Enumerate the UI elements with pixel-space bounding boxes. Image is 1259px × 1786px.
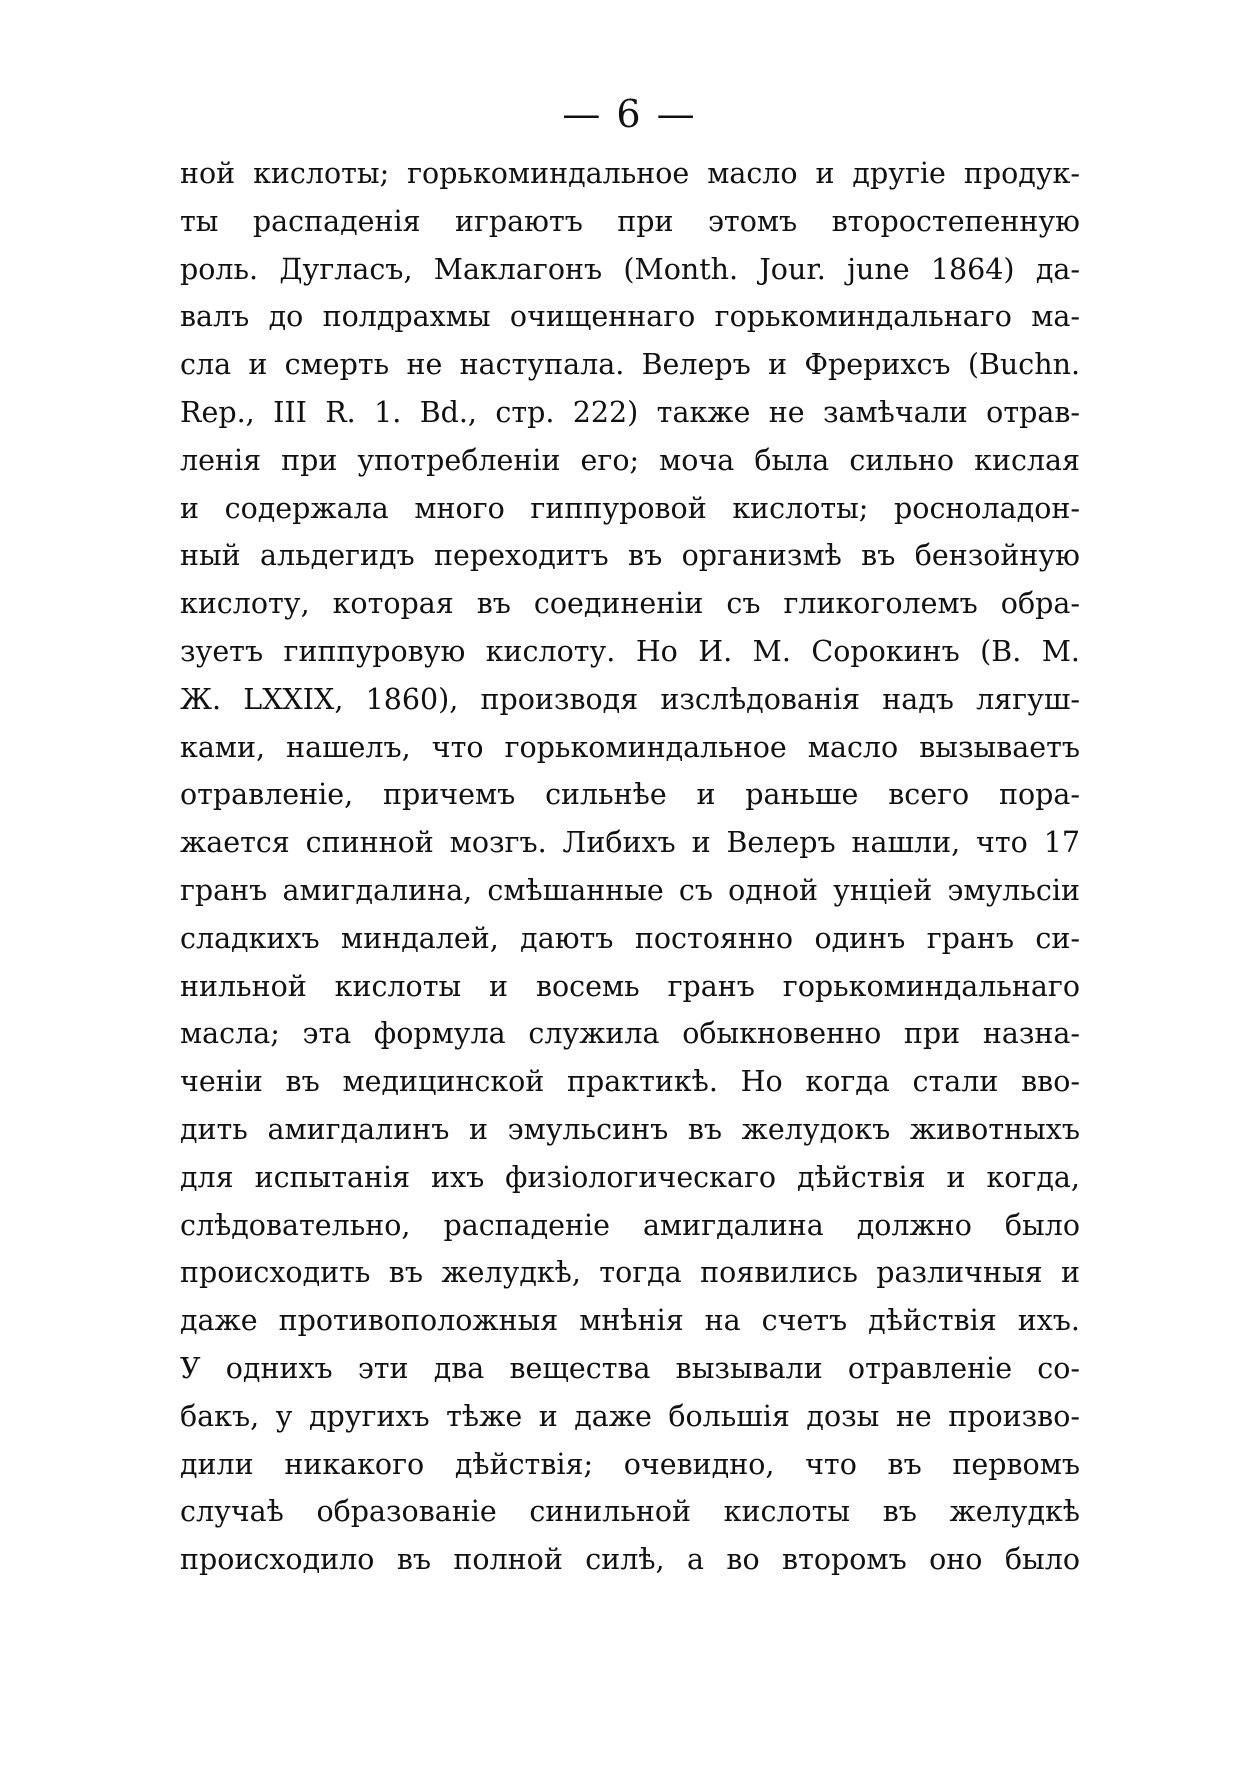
text-line: дили никакого дѣйствія; очевидно, что въ первомъ xyxy=(180,1447,1080,1481)
text-line: случаѣ образованіе синильной кислоты въ желудкѣ xyxy=(180,1495,1080,1529)
text-line: кислоту, которая въ соединеніи съ гликоголемъ обра- xyxy=(180,587,1080,621)
text-line: сла и смерть не наступала. Велеръ и Фрерихсъ (Buchn. xyxy=(180,348,1080,382)
text-line: Rep., III R. 1. Bd., стр. 222) также не замѣчали отрав- xyxy=(180,395,1080,429)
text-line: ты распаденія играютъ при этомъ второстепенную xyxy=(180,204,1080,238)
text-line: гранъ амигдалина, смѣшанные съ одной унціей эмульсіи xyxy=(180,873,1080,907)
text-line: масла; эта формула служила обыкновенно при назна- xyxy=(180,1017,1080,1051)
text-line: сладкихъ миндалей, даютъ постоянно одинъ гранъ си- xyxy=(180,921,1080,955)
text-line: ной кислоты; горькоминдальное масло и другіе продук- xyxy=(180,157,1080,190)
text-line: бакъ, у другихъ тѣже и даже большія дозы не произво- xyxy=(180,1399,1080,1433)
text-line: и содержала много гиппуровой кислоты; росноладон- xyxy=(180,491,1080,525)
text-line: ченіи въ медицинской практикѣ. Но когда стали вво- xyxy=(180,1065,1080,1099)
text-line: для испытанія ихъ физіологическаго дѣйствія и когда, xyxy=(180,1160,1080,1194)
text-line: зуетъ гиппуровую кислоту. Но И. М. Сорокинъ (В. М. xyxy=(180,634,1080,668)
text-line: ленія при употребленіи его; моча была сильно кислая xyxy=(180,443,1080,477)
text-line: слѣдовательно, распаденіе амигдалина должно было xyxy=(180,1208,1080,1242)
text-line: происходило въ полной силѣ, а во второмъ оно было xyxy=(180,1543,1080,1577)
text-line: Ж. LXXIX, 1860), производя изслѣдованія надъ лягуш- xyxy=(180,682,1080,716)
text-line: У однихъ эти два вещества вызывали отравленіе со- xyxy=(180,1351,1080,1385)
text-line: происходить въ желудкѣ, тогда появились различныя и xyxy=(180,1256,1080,1290)
page-number: — 6 — xyxy=(562,92,697,136)
text-line: отравленіе, причемъ сильнѣе и раньше всего пора- xyxy=(180,778,1080,812)
text-line: ный альдегидъ переходитъ въ организмѣ въ бензойную xyxy=(180,539,1080,573)
text-line: нильной кислоты и восемь гранъ горькоминдальнаго xyxy=(180,969,1080,1003)
body-text xyxy=(180,150,1080,1584)
text-line: роль. Дугласъ, Маклагонъ (Month. Jour. june 1864) да- xyxy=(180,252,1080,286)
text-line: даже противоположныя мнѣнія на счетъ дѣйствія ихъ. xyxy=(180,1304,1080,1338)
text-line: жается спинной мозгъ. Либихъ и Велеръ нашли, что 17 xyxy=(180,826,1080,860)
text-line: валъ до полдрахмы очищеннаго горькоминдальнаго ма- xyxy=(180,300,1080,334)
text-line: ками, нашелъ, что горькоминдальное масло вызываетъ xyxy=(180,730,1080,764)
text-line: дить амигдалинъ и эмульсинъ въ желудокъ животныхъ xyxy=(180,1112,1080,1146)
